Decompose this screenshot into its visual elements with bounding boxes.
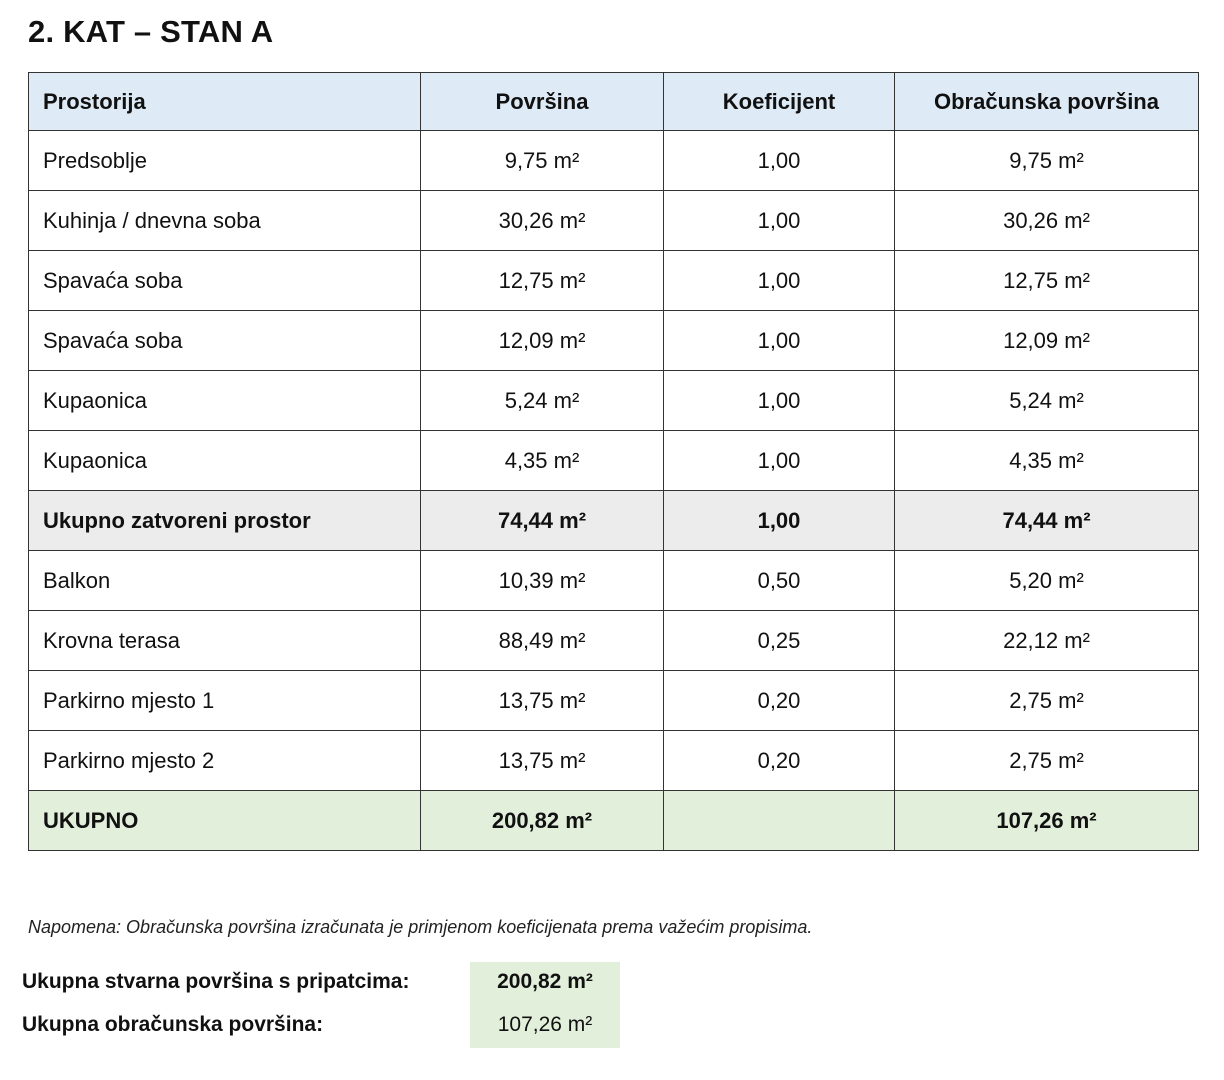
total-calculated-area: 107,26 m² [895, 791, 1199, 851]
header-povrsina: Površina [421, 73, 664, 131]
room-calculated-area: 5,20 m² [895, 551, 1199, 611]
subtotal-coefficient: 1,00 [664, 491, 895, 551]
footnote: Napomena: Obračunska površina izračunata je primjenom koeficijenata prema važećim propisima. [28, 917, 813, 937]
room-coefficient: 0,25 [664, 611, 895, 671]
room-coefficient: 0,20 [664, 731, 895, 791]
header-koeficijent: Koeficijent [664, 73, 895, 131]
total-coefficient [664, 791, 895, 851]
room-area: 30,26 m² [421, 191, 664, 251]
room-area: 9,75 m² [421, 131, 664, 191]
room-calculated-area: 30,26 m² [895, 191, 1199, 251]
summary-calc-value: 107,26 m² [497, 1013, 593, 1036]
room-coefficient: 1,00 [664, 431, 895, 491]
area-table [28, 72, 1199, 851]
room-calculated-area: 12,75 m² [895, 251, 1199, 311]
total-area: 200,82 m² [421, 791, 664, 851]
room-calculated-area: 22,12 m² [895, 611, 1199, 671]
room-area: 10,39 m² [421, 551, 664, 611]
room-area: 13,75 m² [421, 671, 664, 731]
room-name: Krovna terasa [29, 611, 421, 671]
room-calculated-area: 2,75 m² [895, 731, 1199, 791]
room-calculated-area: 2,75 m² [895, 671, 1199, 731]
subtotal-row [29, 491, 1199, 551]
summary-real-label: Ukupna stvarna površina s pripatcima: [22, 970, 410, 993]
room-name: Spavaća soba [29, 251, 421, 311]
room-name: Kupaonica [29, 371, 421, 431]
room-coefficient: 1,00 [664, 371, 895, 431]
table-header-row [29, 73, 1199, 131]
room-calculated-area: 5,24 m² [895, 371, 1199, 431]
room-name: Kupaonica [29, 431, 421, 491]
room-area: 13,75 m² [421, 731, 664, 791]
room-coefficient: 0,50 [664, 551, 895, 611]
table-row [29, 551, 1199, 611]
table-row [29, 191, 1199, 251]
room-calculated-area: 4,35 m² [895, 431, 1199, 491]
room-area: 12,75 m² [421, 251, 664, 311]
room-coefficient: 1,00 [664, 131, 895, 191]
room-area: 88,49 m² [421, 611, 664, 671]
table-row [29, 611, 1199, 671]
room-name: Predsoblje [29, 131, 421, 191]
room-area: 4,35 m² [421, 431, 664, 491]
room-name: Parkirno mjesto 1 [29, 671, 421, 731]
table-row [29, 431, 1199, 491]
total-row [29, 791, 1199, 851]
room-name: Kuhinja / dnevna soba [29, 191, 421, 251]
room-name: Spavaća soba [29, 311, 421, 371]
page-title: 2. KAT – STAN A [28, 14, 274, 49]
room-area: 5,24 m² [421, 371, 664, 431]
header-obracunska-povrsina: Obračunska površina [895, 73, 1199, 131]
room-calculated-area: 9,75 m² [895, 131, 1199, 191]
room-area: 12,09 m² [421, 311, 664, 371]
table-row [29, 371, 1199, 431]
room-name: Parkirno mjesto 2 [29, 731, 421, 791]
summary-real-value: 200,82 m² [497, 970, 593, 993]
subtotal-label: Ukupno zatvoreni prostor [29, 491, 421, 551]
table-row [29, 131, 1199, 191]
table-row [29, 311, 1199, 371]
room-coefficient: 0,20 [664, 671, 895, 731]
subtotal-calculated-area: 74,44 m² [895, 491, 1199, 551]
room-coefficient: 1,00 [664, 311, 895, 371]
total-label: UKUPNO [29, 791, 421, 851]
room-coefficient: 1,00 [664, 191, 895, 251]
room-coefficient: 1,00 [664, 251, 895, 311]
table-row [29, 731, 1199, 791]
summary-calc-label: Ukupna obračunska površina: [22, 1013, 324, 1036]
table-row [29, 251, 1199, 311]
table-row [29, 671, 1199, 731]
room-calculated-area: 12,09 m² [895, 311, 1199, 371]
subtotal-area: 74,44 m² [421, 491, 664, 551]
room-name: Balkon [29, 551, 421, 611]
header-prostorija: Prostorija [29, 73, 421, 131]
